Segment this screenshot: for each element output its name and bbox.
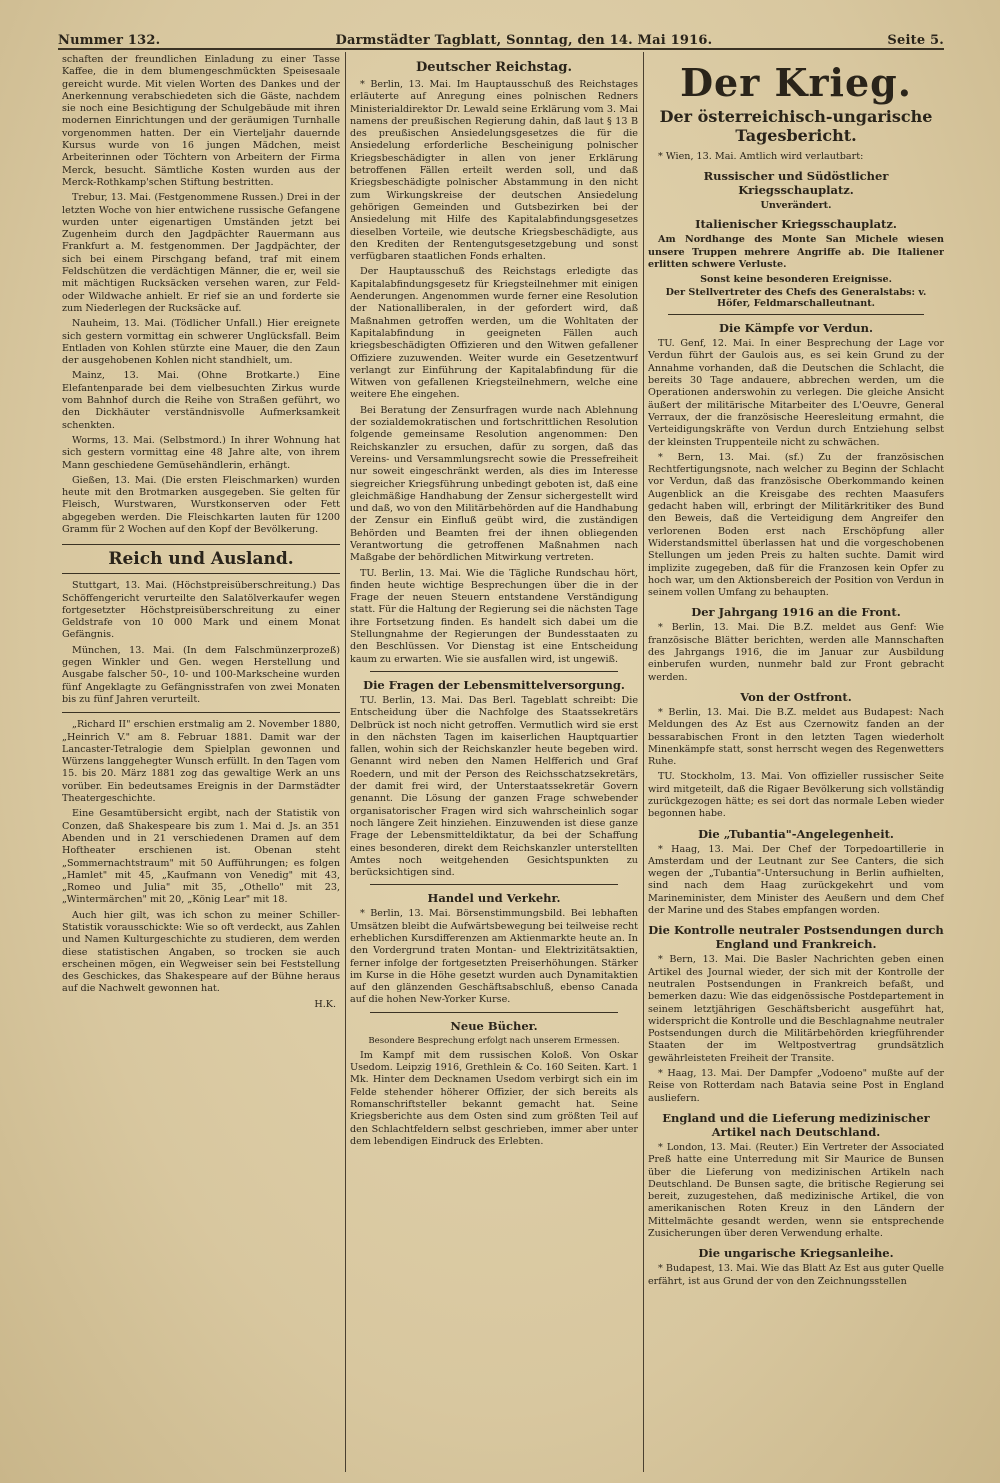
article-paragraph: TU. Berlin, 13. Mai. Das Berl. Tageblatt schreibt: Die Entscheidung über die Nachfolge des Staatssekretärs Delbrück ist noch nicht getroffen. Vermutlich wird sie erst in den nächsten Tagen im kaiserlichen Hauptquartier fallen, wohin sich der Reichskanzler heute begeben wird. Genannt wird neben den Namen Helfferich und Graf Roedern, und mit der Person des Reichsschatzsekretärs, der damit frei wird, der Unterstaatssekretär Govern genannt. Die Lösung der ganzen Frage schwebender organisatorischer Fragen wird sich wahrscheinlich sogar noch längere Zeit hinziehen. Einzuwenden ist diese ganze Frage der Lebensmitteldiktatur, da bei der Schaffung eines besonderen, direkt dem Reichskanzler unterstellten Amtes noch weitgehenden Gesichtspunkten zu berücksichtigen sind. bbox=[350, 694, 638, 879]
article-paragraph: * Berlin, 13. Mai. Börsenstimmungsbild. Bei lebhaften Umsätzen bleibt die Aufwärtsbewegung bei teilweise recht erheblichen Kursdifferenzen am Aktienmarkte heute an. In den Vordergrund traten Montan- und Elektrizitätsaktien, ferner infolge der fortgesetzten Preiserhöhungen. Stärker im Kurse in die Höhe gesetzt wurden auch Dynamitaktien auf den glänzenden Geschäftsabschluß, ebenso Canada auf die hohen New-Yorker Kurse. bbox=[350, 908, 638, 1006]
article-paragraph: Stuttgart, 13. Mai. (Höchstpreisüberschreitung.) Das Schöffengericht verurteilte den Salatölverkaufer wegen fortgesetzter Höchstpreisüberschreitung zu einer Geldstrafe von 10 000 Mark und einem Monat Gefängnis. bbox=[62, 580, 340, 641]
headline-kontrolle-postsendungen: Die Kontrolle neutraler Postsendungen durch England und Frankreich. bbox=[648, 923, 944, 952]
headline-lebensmittelversorgung: Die Fragen der Lebensmittelversorgung. bbox=[363, 677, 625, 692]
article-paragraph: Trebur, 13. Mai. (Festgenommene Russen.) Drei in der letzten Woche von hier entwichene russische Gefangene wurden unter eigenartigen Umständen jetzt bei Zugenheim durch den Jagdpächter Rauermann aus Frankfurt a. M. festgenommen. Der Jagdpächter, der sich bei einem Pirschgang befand, traf mit einem Feldschützen die verdächtigen Männer, die er, weil sie mit mächtigen Rucksäcken versehen waren, zur Feld- oder Wildwache anhielt. Er rief sie an und forderte sie zum Niederlegen der Rucksäcke auf. bbox=[62, 192, 340, 314]
author-signature: H.K. bbox=[314, 998, 336, 1010]
headline-von-der-ostfront: Von der Ostfront. bbox=[740, 689, 852, 704]
article-paragraph: Auch hier gilt, was ich schon zu meiner Schiller-Statistik vorausschickte: Wie so oft verdeckt, aus Zahlen und Namen Kulturgeschichte zu studieren, dem werden diese statistischen Angaben, so trocken sie auch erscheinen mögen, ein Wegweiser sein bei Feststellung des Geschickes, das Shakespeare auf der Bühne heraus auf die Nachwelt gewonnen hat. bbox=[62, 909, 340, 995]
headline-kaempfe-vor-verdun: Die Kämpfe vor Verdun. bbox=[718, 321, 873, 336]
article-paragraph: TU. Berlin, 13. Mai. Wie die Tägliche Rundschau hört, finden heute wichtige Besprechungen über die in der Frage der neuen Steuern entstandene Verständigung statt. Für die Haltung der Regierung sei die nächsten Tage ihre Fortsetzung finden. Es handelt sich dabei um die Stellungnahme der Regierungen der Bundesstaaten zu den Beschlüssen. Vor Dienstag ist eine Entscheidung kaum zu erwarten. Wie sie ausfallen wird, ist ungewiß. bbox=[350, 567, 638, 665]
column-left bbox=[62, 54, 340, 1472]
article-paragraph: Der Hauptausschuß des Reichstags erledigte das Kapitalabfindungsgesetz für Kriegsteilnehmer mit einigen Aenderungen. Angenommen wurde ferner eine Resolution der Nationalliberalen, in der gefordert wird, daß Maßnahmen getroffen werden, um die Wohltaten der Kapitalabfindung in geeigneten Fällen auch kriegsbeschädigten Offizieren und den Witwen gefallener Offiziere zuzuwenden. Weiter wurde ein Gesetzentwurf verlangt zur Einführung der Kapitalabfindung für die Witwen von gefallenen Kriegsteilnehmern, welche eine weitere Ehe eingehen. bbox=[350, 266, 638, 401]
report-signature: Der Stellvertreter des Chefs des Generalstabs: v. Höfer, Feldmarschalleutnant. bbox=[665, 287, 927, 310]
masthead-date: Darmstädter Tagblatt, Sonntag, den 14. Mai 1916. bbox=[335, 33, 713, 48]
article-paragraph: * London, 13. Mai. (Reuter.) Ein Vertreter der Associated Preß hatte eine Unterredung mit Sir Maurice de Bunsen über die Lieferung von medizinischen Artikeln nach Deutschland. De Bunsen sagte, die britische Regierung sei bereit, zuzugestehen, daß medizinische Artikel, die von amerikanischen Roten Kreuz in den Ländern der Mittelmächte gesandt werden, wenn sie entsprechende Zusicherungen über deren Verwendung erhalte. bbox=[648, 1141, 944, 1239]
article-paragraph: * Berlin, 13. Mai. Im Hauptausschuß des Reichstages erläuterte auf Anregung eines polnischen Redners Ministerialdirektor Dr. Lewald seine Erklärung vom 3. Mai namens der preußischen Regierung dahin, daß laut § 13 B des preußischen Ansiedelungsgesetzes die für die Ansiedelung erforderliche Bescheinigung polnischer Kriegsbeschädigter in allen von jener Erklärung betroffenen Fällen erteilt werden soll, und daß Kriegsbeschädigte polnischer Abstammung in den nicht zum Wirkungskreise der deutschen Ansiedelung gehörigen Gemeinden und Gutsbezirken bei der Ansiedelung mit Hilfe des Kapitalabfindungsgesetzes dieselben Vorteile, wie deutsche Kriegsbeschädigte, aus den Krediten der Rentengutsgesetzgebung und sonst verfügbaren staatlichen Fonds erhalten. bbox=[350, 79, 638, 263]
article-paragraph: * Berlin, 13. Mai. Die B.Z. meldet aus Budapest: Nach Meldungen des Az Est aus Czernowitz fanden an der bessarabischen Front in den letzten Tagen wiederholt Minenkämpfe statt, sonst herrscht wegen des Regenwetters Ruhe. bbox=[648, 706, 944, 768]
page-number: Seite 5. bbox=[887, 33, 944, 48]
article-paragraph: Im Kampf mit dem russischen Koloß. Von Oskar Usedom. Leipzig 1916, Grethlein & Co. 160 Seiten. Kart. 1 Mk. Hinter dem Decknamen Usedom verbirgt sich ein im Felde stehender höherer Offizier, der sich bereits als Romanschriftsteller bekannt gemacht hat. Seine Kriegsberichte aus dem Osten sind zum größten Teil auf den Schlachtfeldern selbst geschrieben, immer aber unter dem lebendigen Eindruck des Erlebten. bbox=[350, 1049, 638, 1147]
article-paragraph: schaften der freundlichen Einladung zu einer Tasse Kaffee, die in dem blumengeschmückten Speisesaale gereicht wurde. Mit vielen Worten des Dankes und der Anerkennung verabschiedeten sich die Gäste, nachdem sie noch eine Besichtigung der Schulgebäude mit ihren modernen Einrichtungen und der geräumigen Turnhalle vorgenommen hatten. Der ein Vierteljahr dauernde Kursus wurde von 16 jungen Mädchen, meist Arbeiterinnen oder Töchtern von Arbeitern der Firma Merck, besucht. Sämtliche Kosten wurden aus der Merck-Rothkamp'schen Stiftung bestritten. bbox=[62, 54, 340, 188]
article-paragraph: Gießen, 13. Mai. (Die ersten Fleischmarken) wurden heute mit den Brotmarken ausgegeben. Sie gelten für Fleisch, Wurstwaren, Wurstkonserven oder Fett abgegeben werden. Die Fleischkarten lauten für 1200 Gramm für 2 Wochen auf den Kopf der Bevölkerung. bbox=[62, 474, 340, 535]
note-text: Besondere Besprechung erfolgt nach unserem Ermessen. bbox=[368, 1035, 620, 1046]
article-paragraph: * Budapest, 13. Mai. Wie das Blatt Az Est aus guter Quelle erfährt, ist aus Grund der von den Zeichnungsstellen bbox=[648, 1263, 944, 1287]
article-paragraph: Worms, 13. Mai. (Selbstmord.) In ihrer Wohnung hat sich gestern vormittag eine 48 Jahre alte, von ihrem Mann geschiedene Gemüsehändlerin, erhängt. bbox=[62, 434, 340, 471]
divider bbox=[370, 1012, 618, 1013]
divider bbox=[62, 712, 340, 713]
section-heading-reich-und-ausland: Reich und Ausland. bbox=[62, 544, 340, 574]
issue-number: Nummer 132. bbox=[58, 33, 161, 48]
column-rule bbox=[345, 52, 346, 1472]
divider bbox=[370, 884, 618, 885]
column-rule bbox=[643, 52, 644, 1472]
report-line: Unverändert. bbox=[760, 200, 832, 212]
article-paragraph: * Wien, 13. Mai. Amtlich wird verlautbart: bbox=[658, 151, 864, 162]
article-paragraph: München, 13. Mai. (In dem Falschmünzerprozeß) gegen Winkler und Gen. wegen Herstellung und Ausgabe falscher 50-, 10- und 100-Markscheine wurden fünf Angeklagte zu Gefängnisstrafen von zwei Monaten bis zu fünf Jahren verurteilt. bbox=[62, 644, 340, 705]
article-paragraph: * Bern, 13. Mai. Die Basler Nachrichten geben einen Artikel des Journal wieder, der sich mit der Kontrolle der neutralen Postsendungen in Frankreich befaßt, und bemerken dazu: Wie das eidgenössische Postdepartement in seinem letztjährigen Geschäftsbericht ausgeführt hat, widerspricht die Kontrolle und die Beschlagnahme neutraler Postsendungen durch die Militärbehörden kriegführender Staaten der im Weltpostvertrag grundsätzlich gewährleisteten Freiheit der Transite. bbox=[648, 954, 944, 1064]
column-right bbox=[648, 54, 944, 1472]
column-middle bbox=[350, 54, 638, 1472]
subheadline-tagesbericht: Der österreichisch-ungarische Tagesbericht. bbox=[659, 107, 933, 145]
article-paragraph: TU. Genf, 12. Mai. In einer Besprechung der Lage vor Verdun führt der Gaulois aus, es sei kein Grund zu der Annahme vorhanden, daß die Deutschen die Schlacht, die bereits 30 Tage andauere, abbrechen werden, um die Operationen anderswohin zu verlegen. Die gleiche Ansicht äußert der militärische Mitarbeiter des L'Oeuvre, General Verraux, der die französische Heeresleitung ermahnt, die Verteidigungskräfte von Verdun durch Entziehung selbst der kleinsten Truppenteile nicht zu schwächen. bbox=[648, 338, 944, 448]
page-header bbox=[58, 26, 944, 50]
article-paragraph: Bei Beratung der Zensurfragen wurde nach Ablehnung der sozialdemokratischen und fortschrittlichen Resolution folgende gemeinsame Resolution angenommen: Den Reichskanzler zu ersuchen, dafür zu sorgen, daß das Vereins- und Versammlungsrecht sowie die Pressefreiheit nur soweit eingeschränkt werden, als dies im Interesse siegreicher Kriegsführung unbedingt geboten ist, daß eine gleichmäßige Handhabung der Zensur sichergestellt wird und daß, wo von den Militärbehörden auf die Handhabung der Zensur ein Einfluß geübt wird, die zuständigen Behörden und Beamten frei der ihnen obliegenden Verantwortung die getroffenen Maßnahmen nach Maßgabe der behördlichen Mitwirkung vertreten. bbox=[350, 404, 638, 564]
article-paragraph: * Bern, 13. Mai. (sf.) Zu der französischen Rechtfertigungsnote, nach welcher zu Beginn der Schlacht vor Verdun, daß das französische Oberkommando keinen Augenblick an die Kreisgabe des rechten Maasufers gedacht haben will, erbringt der Militärkritiker des Bund den Beweis, daß die Verteidigung dem Angreifer den verlorenen Boden erst nach Erschöpfung aller Widerstandsmittel überlassen hat und die vorgeschobenen Stellungen um jeden Preis zu halten suchte. Damit wird implizite zugegeben, daß für die Franzosen kein Opfer zu hoch war, um den Aktionsbereich der Position von Verdun in seinem vollen Umfang zu behaupten. bbox=[648, 451, 944, 599]
article-paragraph: Nauheim, 13. Mai. (Tödlicher Unfall.) Hier ereignete sich gestern vormittag ein schwerer Unglücksfall. Beim Entladen von Kohlen stürzte eine Mauer, die den Zaun der ausgehobenen Kohlen nicht standhielt, um. bbox=[62, 318, 340, 367]
headline-handel-und-verkehr: Handel und Verkehr. bbox=[427, 891, 561, 906]
headline-russischer-kriegsschauplatz: Russischer und Südöstlicher Kriegsschauplatz. bbox=[703, 169, 889, 198]
headline-jahrgang-1916: Der Jahrgang 1916 an die Front. bbox=[691, 605, 901, 620]
article-paragraph: * Haag, 13. Mai. Der Chef der Torpedoartillerie in Amsterdam und der Leutnant zur See Canters, die sich wegen der „Tubantia"-Untersuchung in Berlin aufhielten, sind nach dem Haag zurückgekehrt und vom Marineminister, dem Minister des Aeußern und dem Chef der Marine und des Stabes empfangen worden. bbox=[648, 843, 944, 917]
article-paragraph: * Berlin, 13. Mai. Die B.Z. meldet aus Genf: Wie französische Blätter berichten, werden alle Mannschaften des Jahrgangs 1916, die im Januar zur Ausbildung einberufen wurden, nunmehr bald zur Front gebracht werden. bbox=[648, 622, 944, 683]
headline-tubantia: Die „Tubantia"-Angelegenheit. bbox=[698, 826, 894, 841]
headline-neue-buecher: Neue Bücher. bbox=[450, 1018, 538, 1033]
article-paragraph: Am Nordhange des Monte San Michele wiesen unsere Truppen mehrere Angriffe ab. Die Italiener erlitten schwere Verluste. bbox=[648, 234, 944, 270]
headline-der-krieg: Der Krieg. bbox=[680, 60, 912, 105]
article-paragraph: „Richard II" erschien erstmalig am 2. November 1880, „Heinrich V." am 8. Februar 1881. Damit war der Lancaster-Tetralogie dem Spielplan gewonnen und Würzens langgehegter Wunsch erfüllt. In den Tagen vom 15. bis 20. März 1881 zog das gewaltige Werk an uns vorüber. Ein bedeutsames Ereignis in der Darmstädter Theatergeschichte. bbox=[62, 719, 340, 805]
article-paragraph: Mainz, 13. Mai. (Ohne Brotkarte.) Eine Elefantenparade bei dem vielbesuchten Zirkus wurde vom Bahnhof durch die Reihe von Straßen geführt, wo den Dickhäuter verständnisvolle Aufmerksamkeit schenkten. bbox=[62, 370, 340, 431]
headline-reichstag: Deutscher Reichstag. bbox=[415, 60, 573, 75]
article-paragraph: * Haag, 13. Mai. Der Dampfer „Vodoeno" mußte auf der Reise von Rotterdam nach Batavia seine Post in England ausliefern. bbox=[648, 1068, 944, 1104]
divider bbox=[370, 671, 618, 672]
headline-ungarische-kriegsanleihe: Die ungarische Kriegsanleihe. bbox=[698, 1246, 894, 1261]
report-line: Sonst keine besonderen Ereignisse. bbox=[700, 274, 892, 286]
article-paragraph: TU. Stockholm, 13. Mai. Von offizieller russischer Seite wird mitgeteilt, daß die Rigaer Bevölkerung sich vollständig zurückgezogen hätte; es sei dort das normale Leben wieder begonnen habe. bbox=[648, 771, 944, 820]
divider bbox=[668, 314, 924, 315]
article-paragraph: Eine Gesamtübersicht ergibt, nach der Statistik von Conzen, daß Shakespeare bis zum 1. Mai d. Js. an 351 Abenden und in 21 verschiedenen Dramen auf dem Hoftheater erschienen ist. Obenan steht „Sommernachtstraum" mit 50 Aufführungen; es folgen „Hamlet" mit 45, „Kaufmann von Venedig" mit 43, „Romeo und Julia" mit 35, „Othello" mit 23, „Wintermärchen" mit 20, „König Lear" mit 18. bbox=[62, 808, 340, 906]
headline-italienischer-kriegsschauplatz: Italienischer Kriegsschauplatz. bbox=[695, 217, 897, 232]
headline-medizinische-artikel: England und die Lieferung medizinischer Artikel nach Deutschland. bbox=[662, 1110, 930, 1139]
